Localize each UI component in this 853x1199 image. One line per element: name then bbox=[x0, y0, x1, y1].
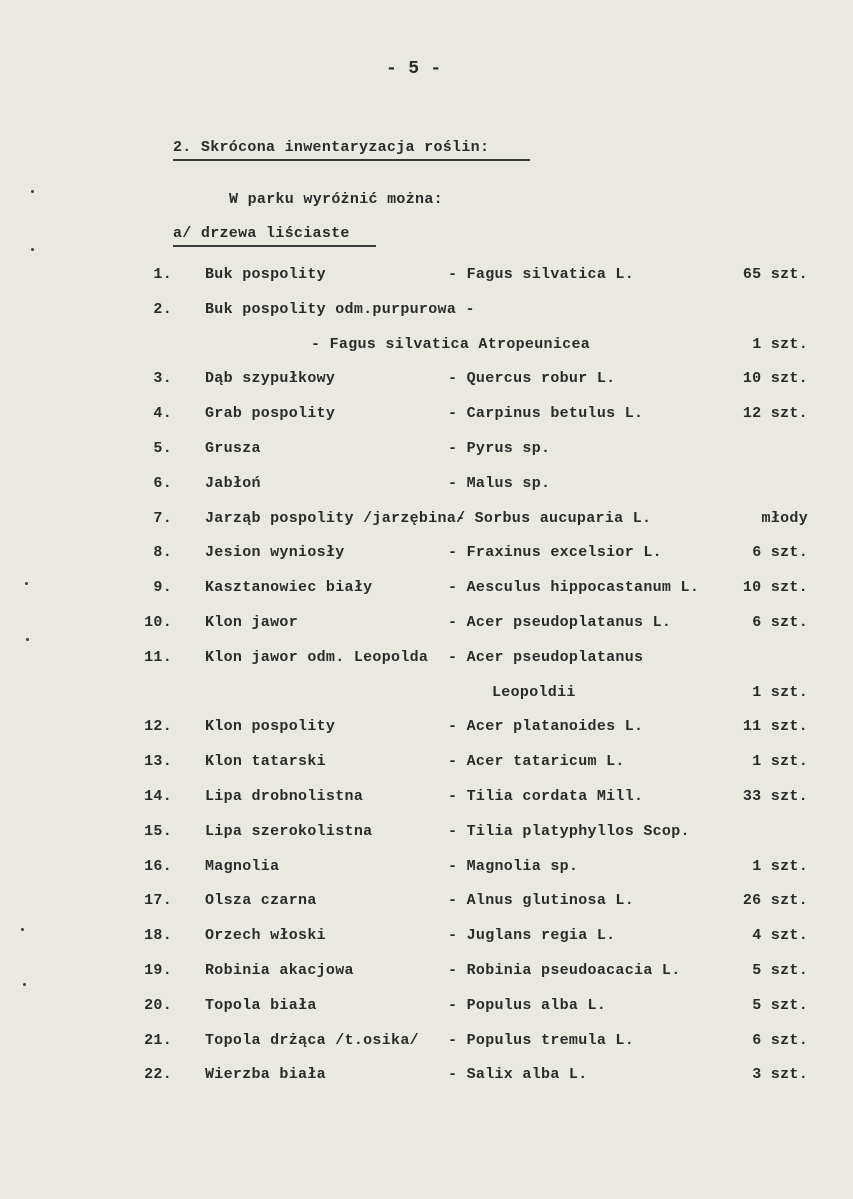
common-name: Orzech włoski bbox=[205, 927, 326, 944]
margin-speck bbox=[23, 983, 26, 986]
subsection-underline bbox=[173, 245, 376, 247]
specimen-count: 1 szt. bbox=[752, 684, 808, 701]
specimen-count: 1 szt. bbox=[752, 753, 808, 770]
specimen-count: 33 szt. bbox=[742, 788, 808, 805]
latin-name: - Pyrus sp. bbox=[448, 440, 551, 457]
specimen-count: 11 szt. bbox=[742, 718, 808, 735]
common-name: Klon jawor odm. Leopolda bbox=[205, 649, 429, 666]
common-name: Topola drżąca /t.osika/ bbox=[205, 1032, 419, 1049]
common-name: Kasztanowiec biały bbox=[205, 579, 373, 596]
row-number: 4. bbox=[153, 405, 172, 422]
specimen-count: 6 szt. bbox=[752, 1032, 808, 1049]
specimen-count: 6 szt. bbox=[752, 614, 808, 631]
common-name: Lipa szerokolistna bbox=[205, 823, 373, 840]
common-name: Buk pospolity bbox=[205, 266, 326, 283]
row-number: 12. bbox=[144, 718, 172, 735]
latin-name: - Salix alba L. bbox=[448, 1066, 588, 1083]
latin-name: - Acer platanoides L. bbox=[448, 718, 644, 735]
specimen-count: 1 szt. bbox=[752, 858, 808, 875]
common-name: Jabłoń bbox=[205, 475, 261, 492]
subsection-title: a/ drzewa liściaste bbox=[173, 225, 350, 242]
common-name: Jesion wyniosły bbox=[205, 544, 345, 561]
specimen-count: 26 szt. bbox=[742, 892, 808, 909]
row-number: 3. bbox=[153, 370, 172, 387]
latin-name: - Carpinus betulus L. bbox=[448, 405, 644, 422]
latin-name: - Malus sp. bbox=[448, 475, 551, 492]
row-number: 8. bbox=[153, 544, 172, 561]
latin-name: Leopoldii bbox=[492, 684, 576, 701]
row-number: 22. bbox=[144, 1066, 172, 1083]
row-number: 15. bbox=[144, 823, 172, 840]
common-name: Magnolia bbox=[205, 858, 280, 875]
row-number: 6. bbox=[153, 475, 172, 492]
specimen-count: 1 szt. bbox=[752, 336, 808, 353]
latin-name: - Acer pseudoplatanus bbox=[448, 649, 644, 666]
common-name: Klon jawor bbox=[205, 614, 299, 631]
common-name: Jarząb pospolity /jarzębina/ bbox=[205, 510, 466, 527]
page-number: - 5 - bbox=[386, 59, 442, 79]
row-number: 1. bbox=[153, 266, 172, 283]
margin-speck bbox=[31, 190, 34, 193]
specimen-count: 5 szt. bbox=[752, 962, 808, 979]
row-number: 2. bbox=[153, 301, 172, 318]
section-title: 2. Skrócona inwentaryzacja roślin: bbox=[173, 139, 490, 156]
specimen-count: 10 szt. bbox=[742, 370, 808, 387]
common-name: Klon pospolity bbox=[205, 718, 336, 735]
latin-name: - Magnolia sp. bbox=[448, 858, 579, 875]
row-number: 20. bbox=[144, 997, 172, 1014]
row-number: 17. bbox=[144, 892, 172, 909]
specimen-count: 6 szt. bbox=[752, 544, 808, 561]
common-name: Robinia akacjowa bbox=[205, 962, 354, 979]
specimen-count: 10 szt. bbox=[742, 579, 808, 596]
common-name: Dąb szypułkowy bbox=[205, 370, 336, 387]
row-number: 7. bbox=[153, 510, 172, 527]
common-name: Topola biała bbox=[205, 997, 317, 1014]
row-number: 19. bbox=[144, 962, 172, 979]
row-number: 10. bbox=[144, 614, 172, 631]
specimen-count: 4 szt. bbox=[752, 927, 808, 944]
common-name: Buk pospolity odm.purpurowa - bbox=[205, 301, 475, 318]
section-title-underline bbox=[173, 159, 530, 161]
common-name: Wierzba biała bbox=[205, 1066, 326, 1083]
specimen-count: 12 szt. bbox=[742, 405, 808, 422]
latin-name: - Fraxinus excelsior L. bbox=[448, 544, 662, 561]
common-name: Grusza bbox=[205, 440, 261, 457]
row-number: 9. bbox=[153, 579, 172, 596]
common-name: Lipa drobnolistna bbox=[205, 788, 364, 805]
latin-name: - Sorbus aucuparia L. bbox=[456, 510, 652, 527]
latin-name: - Alnus glutinosa L. bbox=[448, 892, 635, 909]
latin-name: - Acer tataricum L. bbox=[448, 753, 625, 770]
margin-speck bbox=[26, 638, 29, 641]
latin-name: - Tilia cordata Mill. bbox=[448, 788, 644, 805]
row-number: 11. bbox=[144, 649, 172, 666]
specimen-count: 5 szt. bbox=[752, 997, 808, 1014]
specimen-count: młody bbox=[761, 510, 808, 527]
latin-name: - Juglans regia L. bbox=[448, 927, 616, 944]
common-name: Olsza czarna bbox=[205, 892, 317, 909]
row-number: 16. bbox=[144, 858, 172, 875]
margin-speck bbox=[31, 248, 34, 251]
common-name: Klon tatarski bbox=[205, 753, 326, 770]
margin-speck bbox=[21, 928, 24, 931]
intro-text: W parku wyróżnić można: bbox=[229, 191, 443, 208]
latin-name: - Aesculus hippocastanum L. bbox=[448, 579, 700, 596]
specimen-count: 3 szt. bbox=[752, 1066, 808, 1083]
row-number: 5. bbox=[153, 440, 172, 457]
row-number: 21. bbox=[144, 1032, 172, 1049]
latin-name: - Populus alba L. bbox=[448, 997, 607, 1014]
latin-name: - Fagus silvatica L. bbox=[448, 266, 635, 283]
latin-name: - Populus tremula L. bbox=[448, 1032, 635, 1049]
latin-name: - Fagus silvatica Atropeunicea bbox=[311, 336, 591, 353]
common-name: Grab pospolity bbox=[205, 405, 336, 422]
latin-name: - Robinia pseudoacacia L. bbox=[448, 962, 681, 979]
row-number: 13. bbox=[144, 753, 172, 770]
latin-name: - Tilia platyphyllos Scop. bbox=[448, 823, 690, 840]
margin-speck bbox=[25, 582, 28, 585]
latin-name: - Quercus robur L. bbox=[448, 370, 616, 387]
row-number: 18. bbox=[144, 927, 172, 944]
specimen-count: 65 szt. bbox=[742, 266, 808, 283]
row-number: 14. bbox=[144, 788, 172, 805]
latin-name: - Acer pseudoplatanus L. bbox=[448, 614, 672, 631]
